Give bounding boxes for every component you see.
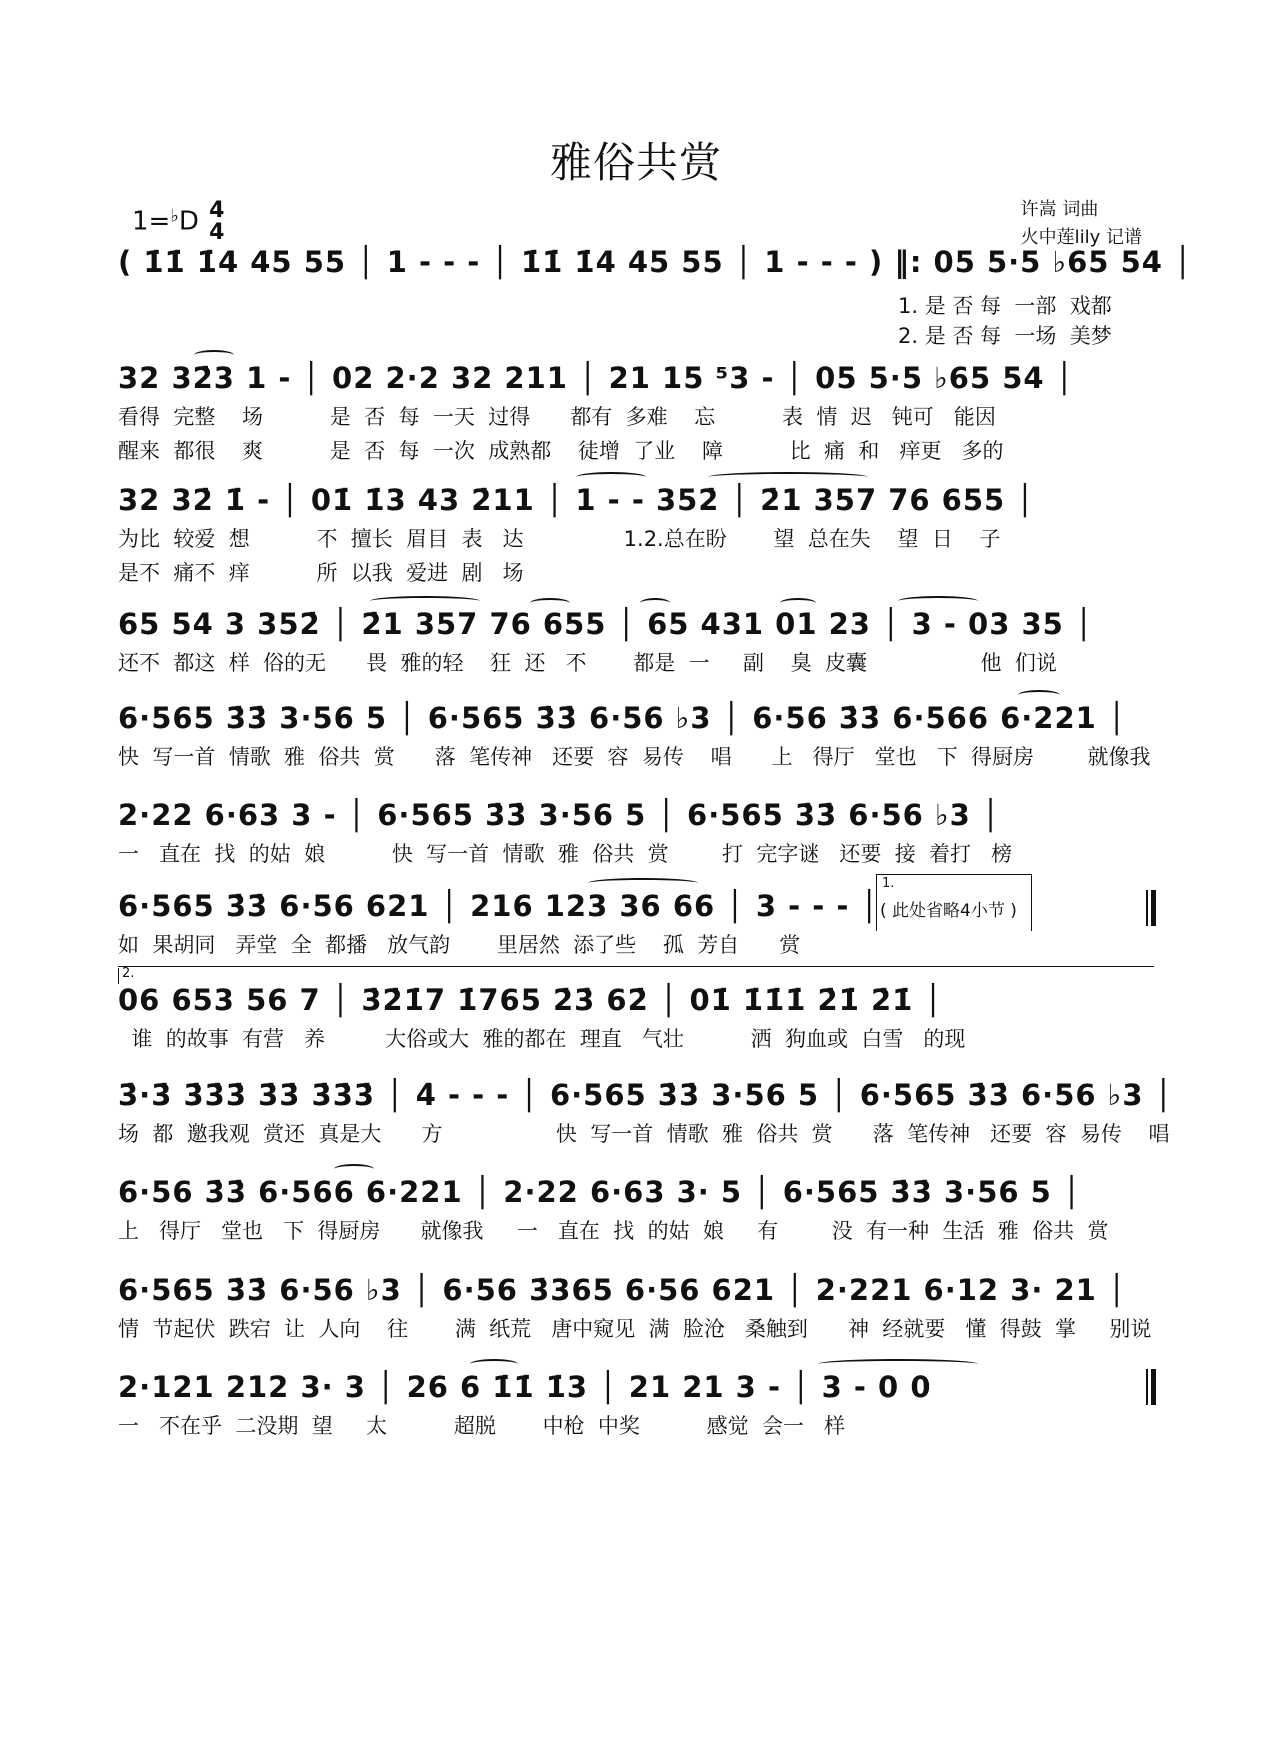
system-8 [118, 966, 1154, 1060]
time-bottom: 4 [209, 220, 225, 245]
notes-line: 32 32̇3 1 - │ 02 2·2 32 211 │ 21 15 ⁵3 - │ 05 5·5 ♭65 54 │ [118, 361, 1075, 395]
key-prefix: 1= [132, 206, 171, 237]
system-2 [118, 358, 1154, 468]
notes-line: 6·565 3̇3̇ 6·56 ♭3 │ 6·56 3̇365 6·56 621 │ 2·221 6·12 3· 21 │ [118, 1273, 1127, 1307]
notes-line: 2·121 212 3· 3 │ 26 6 1̇1̇ 1̇3 │ 21 21 3 - │ 3 - 0 0 [118, 1370, 932, 1404]
system-1 [118, 242, 1193, 352]
lyric-line-1: 如 果胡同 弄堂 全 都播 放气韵 里居然 添了些 孤 芳自 赏 [118, 933, 801, 957]
lyric-line-1: 快 写一首 情歌 雅 俗共 赏 落 笔传神 还要 容 易传 唱 上 得厅 堂也 下 得厨房 就像我 [118, 745, 1151, 769]
verse2-intro: 2. 是 否 每 一场 美梦 [898, 324, 1112, 348]
system-3 [118, 480, 1154, 590]
system-10 [118, 1172, 1154, 1252]
lyric-line-1: 一 直在 找 的姑 娘 快 写一首 情歌 雅 俗共 赏 打 完字谜 还要 接 着打 榜 [118, 842, 1013, 866]
lyric-line-2: 是不 痛不 痒 所 以我 爱进 剧 场 [118, 561, 524, 585]
lyric-line-1: 情 节起伏 跌宕 让 人向 往 满 纸荒 唐中窥见 满 脸沧 桑触到 神 经就要 懂 得鼓 掌 别说 [118, 1317, 1152, 1341]
transcriber-credit: 火中莲lily 记谱 [1020, 227, 1142, 248]
system-9 [118, 1075, 1174, 1155]
notes-line: 6·56 3̇3̇ 6·566 6·221 │ 2·22 6·63 3· 5 │ 6·565 3̇3̇ 3·56 5 │ [118, 1175, 1082, 1209]
volta-label-2: 2. [122, 966, 135, 981]
lyric-line-1: 一 不在乎 二没期 望 太 超脱 中枪 中奖 感觉 会一 样 [118, 1414, 846, 1438]
lyric-line-1: 还不 都这 样 俗的无 畏 雅的轻 狂 还 不 都是 一 副 臭 皮囊 他 们说 [118, 651, 1057, 675]
lyric-line-1: 场 都 邀我观 赏还 真是大 方 快 写一首 情歌 雅 俗共 赏 落 笔传神 还要 容 易传 唱 [118, 1122, 1170, 1146]
volta-label-1: 1. [882, 876, 895, 891]
omitted-bars-note: ( 此处省略4小节 ) [880, 901, 1017, 921]
system-12 [118, 1367, 1154, 1447]
notes-line: 65 54 3 352̇ │ 2̇1 357 76 655 │ 65 431 01 23 │ 3 - 03 35 │ [118, 607, 1094, 641]
lyric-line-2: 醒来 都很 爽 是 否 每 一次 成熟都 徒增 了业 障 比 痛 和 痒更 多的 [118, 439, 1004, 463]
time-top: 4 [209, 198, 225, 223]
system-11 [118, 1270, 1154, 1350]
lyric-line-1: 谁 的故事 有营 养 大俗或大 雅的都在 理直 气壮 洒 狗血或 白雪 的现 [118, 1027, 966, 1051]
composer-credit: 许嵩 词曲 [1020, 199, 1099, 220]
notes-line: ( 1̇1̇ 1̇4 45 55 │ 1 - - - │ 1̇1̇ 1̇4 45 55 │ 1 - - - ) ‖: 05 5·5 ♭65 54 │ [118, 245, 1193, 279]
lyric-line-1: 为比 较爱 想 不 擅长 眉目 表 达 1.2.总在盼 望 总在失 望 日 子 [118, 527, 1001, 551]
notes-line: 6·565 3̇3̇ 3·56 5 │ 6·565 3̇3̇ 6·56 ♭3 │ 6·56 3̇3̇ 6·566 6·221 │ [118, 701, 1127, 735]
notes-line: 06 653 56 7 │ 3̇2̇1̇7 1̇765 2̇3̇ 62̇ │ 01̇ 1̇1̇1̇ 2̇1̇ 2̇1̇ │ [118, 983, 943, 1017]
system-7 [118, 876, 1154, 966]
notes-line: 6·565 3̇3̇ 6·56 621 │ 216 123 36 66 │ 3 - - - │ [118, 889, 879, 923]
system-4 [118, 604, 1154, 684]
system-6 [118, 795, 1154, 875]
final-barline [1146, 1367, 1156, 1407]
system-5 [118, 698, 1154, 778]
lyric-line-1: 上 得厅 堂也 下 得厨房 就像我 一 直在 找 的姑 娘 有 没 有一种 生活 雅 俗共 赏 [118, 1219, 1109, 1243]
flat-sign: ♭ [170, 205, 179, 227]
repeat-barline [1146, 888, 1156, 928]
volta-divider-line [118, 966, 1154, 967]
notes-line: 3̇·3̇ 3̇3̇3̇ 3̇3̇ 3̇3̇3̇ │ 4̇ - - - │ 6·565 3̇3̇ 3·56 5 │ 6·565 3̇3̇ 6·56 ♭3 │ [118, 1078, 1174, 1112]
song-title: 雅俗共赏 [549, 138, 722, 187]
notes-line: 2·22 6·63 3 - │ 6·565 3̇3̇ 3·56 5 │ 6·565 3̇3̇ 6·56 ♭3 │ [118, 798, 1001, 832]
time-signature [209, 200, 224, 244]
key-tone: D [178, 206, 199, 237]
lyric-line-1: 看得 完整 场 是 否 每 一天 过得 都有 多难 忘 表 情 迟 钝可 能因 [118, 405, 996, 429]
verse1-intro: 1. 是 否 每 一部 戏都 [898, 294, 1112, 318]
notes-line: 32 32̇ 1̇ - │ 01̇ 1̇3 43 2̇11 │ 1 - - 352̇ │ 2̇1 357 76 655 │ [118, 483, 1035, 517]
key-signature [132, 200, 224, 244]
